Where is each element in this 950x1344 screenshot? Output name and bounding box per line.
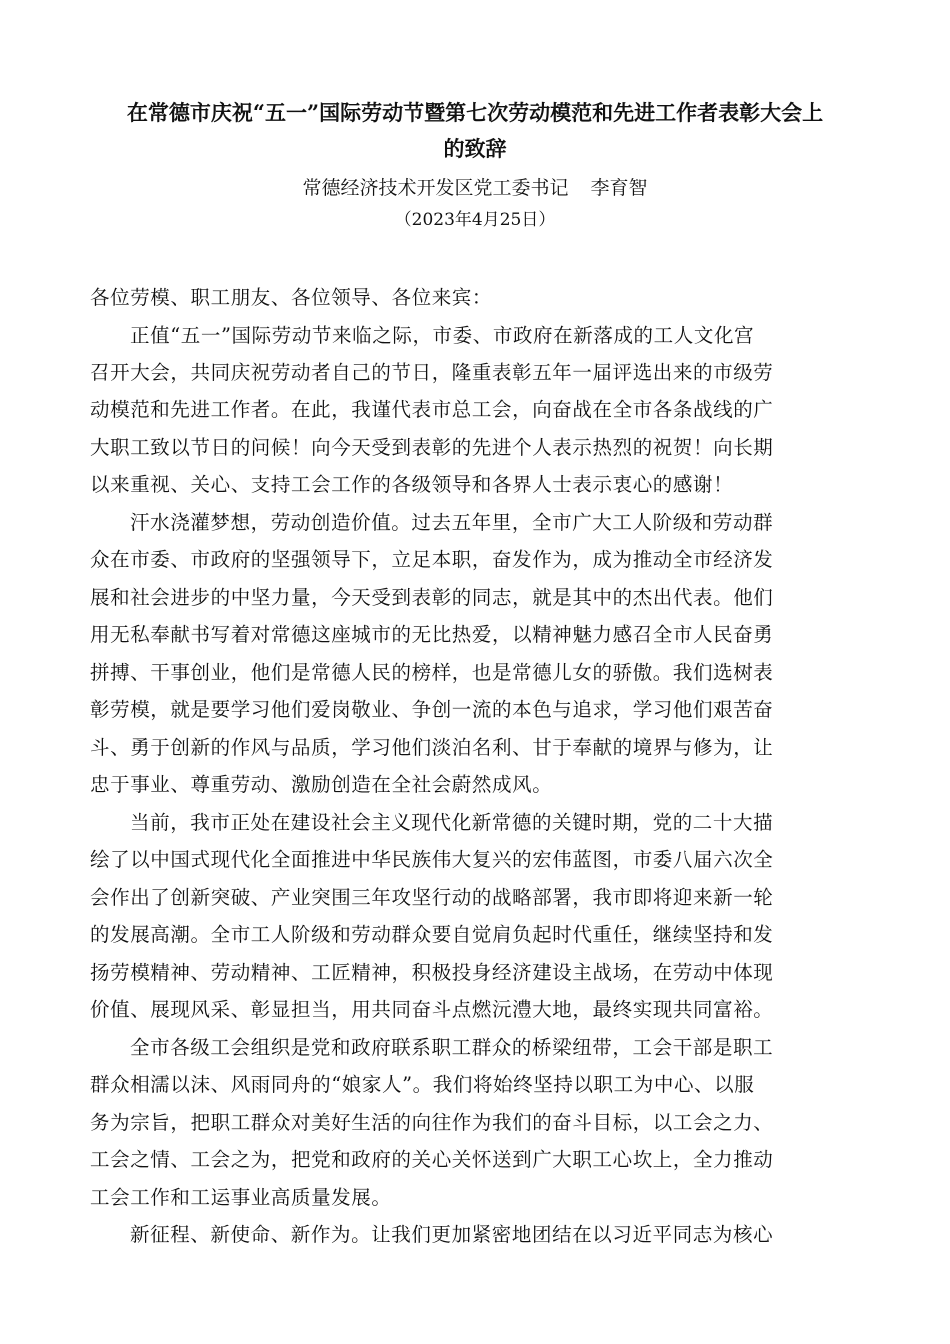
body-line: 忠于事业、尊重劳动、激励创造在全社会蔚然成风。 xyxy=(90,773,553,796)
body-line: 斗、勇于创新的作风与品质，学习他们淡泊名利、甘于奉献的境界与修为，让 xyxy=(90,736,774,759)
body-line: 众在市委、市政府的坚强领导下，立足本职，奋发作为，成为推动全市经济发 xyxy=(90,548,774,571)
body-line: 工会工作和工运事业高质量发展。 xyxy=(90,1186,392,1209)
body-line: 价值、展现风采、彰显担当，用共同奋斗点燃沅澧大地，最终实现共同富裕。 xyxy=(90,998,774,1021)
document-title-line-2: 的致辞 xyxy=(443,136,507,161)
body-line: 绘了以中国式现代化全面推进中华民族伟大复兴的宏伟蓝图，市委八届六次全 xyxy=(90,848,774,871)
author-line xyxy=(80,172,870,204)
body-line: 新征程、新使命、新作为。让我们更加紧密地团结在以习近平同志为核心 xyxy=(130,1223,774,1246)
body-line: 汗水浇灌梦想，劳动创造价值。过去五年里，全市广大工人阶级和劳动群 xyxy=(130,511,774,534)
body-line: 会作出了创新突破、产业突围三年攻坚行动的战略部署，我市即将迎来新一轮 xyxy=(90,886,774,909)
body-line: 群众相濡以沫、风雨同舟的“娘家人”。我们将始终坚持以职工为中心、以服 xyxy=(90,1073,755,1096)
body-line: 全市各级工会组织是党和政府联系职工群众的桥梁纽带，工会干部是职工 xyxy=(130,1036,774,1059)
document-title-line-1: 在常德市庆祝“五一”国际劳动节暨第七次劳动模范和先进工作者表彰大会上 xyxy=(126,100,824,125)
body-line: 以来重视、关心、支持工会工作的各级领导和各界人士表示衷心的感谢！ xyxy=(90,473,734,496)
body-line: 动模范和先进工作者。在此，我谨代表市总工会，向奋战在全市各条战线的广 xyxy=(90,398,774,421)
body-line: 正值“五一”国际劳动节来临之际，市委、市政府在新落成的工人文化宫 xyxy=(130,324,755,347)
body-line: 展和社会进步的中坚力量，今天受到表彰的同志，就是其中的杰出代表。他们 xyxy=(90,586,774,609)
salutation: 各位劳模、职工朋友、各位领导、各位来宾： xyxy=(90,286,493,309)
body-line: 当前，我市正处在建设社会主义现代化新常德的关键时期，党的二十大描 xyxy=(130,811,774,834)
author-organization: 常德经济技术开发区党工委书记 xyxy=(302,177,569,199)
body-line: 大职工致以节日的问候！向今天受到表彰的先进个人表示热烈的祝贺！向长期 xyxy=(90,436,774,459)
speech-date: （2023年4月25日） xyxy=(394,210,556,230)
body-line: 工会之情、工会之为，把党和政府的关心关怀送到广大职工心坎上，全力推动 xyxy=(90,1148,774,1171)
author-name: 李育智 xyxy=(590,177,648,199)
body-line: 扬劳模精神、劳动精神、工匠精神，积极投身经济建设主战场，在劳动中体现 xyxy=(90,961,774,984)
body-line: 的发展高潮。全市工人阶级和劳动群众要自觉肩负起时代重任，继续坚持和发 xyxy=(90,923,774,946)
body-line: 拼搏、干事创业，他们是常德人民的榜样，也是常德儿女的骄傲。我们选树表 xyxy=(90,661,774,684)
body-line: 务为宗旨，把职工群众对美好生活的向往作为我们的奋斗目标，以工会之力、 xyxy=(90,1111,774,1134)
body-line: 召开大会，共同庆祝劳动者自己的节日，隆重表彰五年一届评选出来的市级劳 xyxy=(90,361,774,384)
body-line: 彰劳模，就是要学习他们爱岗敬业、争创一流的本色与追求，学习他们艰苦奋 xyxy=(90,698,774,721)
body-line: 用无私奉献书写着对常德这座城市的无比热爱，以精神魅力感召全市人民奋勇 xyxy=(90,623,774,646)
